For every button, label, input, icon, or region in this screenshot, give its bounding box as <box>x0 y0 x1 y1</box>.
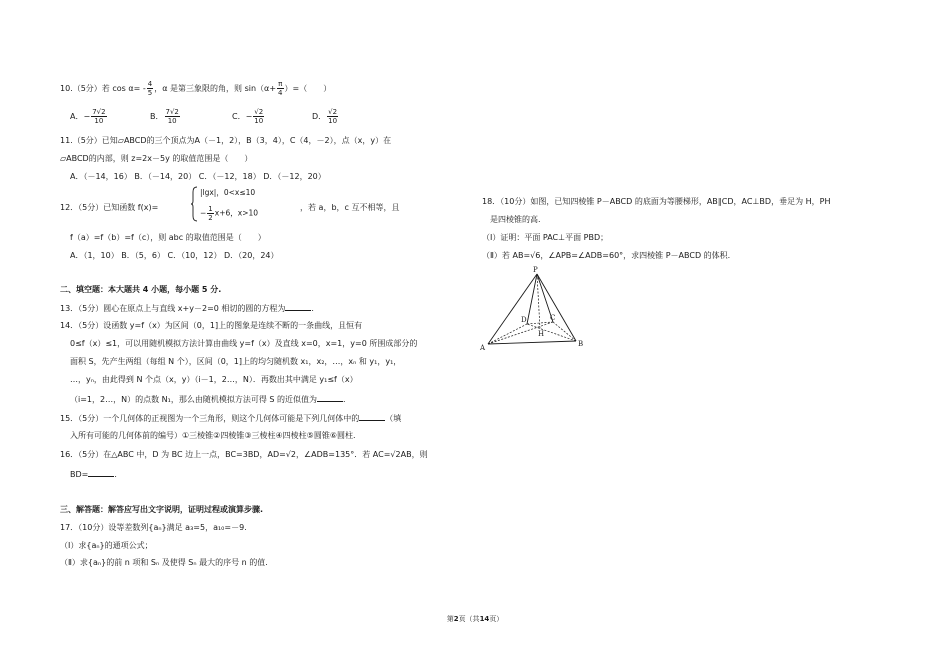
q11-line2: ▱ABCD的内部，则 z=2x－5y 的取值范围是（ ） <box>60 154 253 163</box>
q10-stem <box>60 80 331 97</box>
pyramid-label-d: D <box>521 316 527 324</box>
page-footer: 第2页（共14页） <box>446 615 504 623</box>
q14-line2: 0≤f（x）≤1，可以用随机模拟方法计算由曲线 y=f（x）及直线 x=0，x=1，y=0 所围成部分的 <box>70 339 418 348</box>
q12-case1: |lgx|，0<x≤10 <box>200 188 256 197</box>
q18-part2: （Ⅱ）若 AB=√6，∠APB=∠ADB=60°，求四棱锥 P－ABCD 的体积. <box>482 251 731 260</box>
q17-part1: （Ⅰ）求{aₙ}的通项公式； <box>60 541 153 550</box>
q17-line1: 17．（10分）设等差数列{aₙ}满足 a₃=5，a₁₀=－9. <box>60 523 247 532</box>
pyramid-label-b: B <box>578 340 584 348</box>
q10-option-d: D． $\frac{√2}{10}$ <box>312 108 338 125</box>
q14-line3: 面积 S，先产生两组（每组 N 个），区间（0，1]上的均匀随机数 x₁，x₂，…，xₙ 和 y₁，y₁， <box>70 357 402 366</box>
q16-line2: BD= . <box>70 470 117 479</box>
pyramid-label-a: A <box>480 344 486 352</box>
q15-blank <box>359 412 385 421</box>
q10-option-b: B． $\frac{7√2}{10}$ <box>150 108 179 125</box>
q13-text: 13．（5分）圆心在原点上与直线 x+y－2=0 相切的圆的方程为 . <box>60 304 314 313</box>
q16-blank <box>88 468 114 477</box>
q10-fraction-pi: $\frac{\pi}{4}$ <box>278 80 283 97</box>
pyramid-label-h: H <box>538 330 545 338</box>
q14-blank <box>317 393 343 402</box>
q14-line5: （i=1，2…，N）的点数 N₁，那么由随机模拟方法可得 S 的近似值为 . <box>70 395 346 404</box>
section2-title: 二、填空题：本大题共 4 小题，每小题 5 分. <box>60 285 222 294</box>
q12-case2: − $\frac{1}{2}$ x+6，x>10 <box>200 205 259 222</box>
q14-line4: …，yₙ，由此得到 N 个点（x，y）（i－1，2…，N）．再数出其中满足 y₁≤f（x） <box>70 375 358 384</box>
q18-line1: 18．（10分）如图，已知四棱锥 P－ABCD 的底面为等腰梯形，AB∥CD，AC⊥BD，垂足为 H，PH <box>482 197 831 206</box>
section3-title: 三、解答题：解答应写出文字说明，证明过程或演算步骤. <box>60 505 264 514</box>
q11-options: A．（－14，16） B．（－14，20） C．（－12，18） D．（－12，20） <box>70 172 326 181</box>
q10-stem-b: ，α 是第三象限的角，则 sin（α+ <box>154 84 277 93</box>
q12-stem-b: ，若 a，b，c 互不相等，且 <box>300 203 400 212</box>
q15-line2: 入所有可能的几何体前的编号）①三棱锥②四棱锥③三棱柱④四棱柱⑤圆锥⑥圆柱. <box>70 431 356 440</box>
q10-option-c: C．− $\frac{√2}{10}$ <box>232 108 264 125</box>
q18-part1: （Ⅰ）证明：平面 PAC⊥平面 PBD； <box>482 233 609 242</box>
q10-stem-a: 10.（5分）若 cos α= - <box>60 84 146 93</box>
q11-line1: 11.（5分）已知▱ABCD的三个顶点为A（－1，2），B（3，4），C（4，－2），点（x，y）在 <box>60 136 392 145</box>
q12-stem-a: 12．（5分）已知函数 f(x)= <box>60 203 159 212</box>
q10-stem-c: ）=（ ） <box>284 84 332 93</box>
q18-line2: 是四棱锥的高. <box>490 215 541 224</box>
q16-line1: 16．（5分）在△ABC 中，D 为 BC 边上一点，BC=3BD，AD=√2，∠ADB=135°．若 AC=√2AB，则 <box>60 450 428 459</box>
q15-line1: 15．（5分）一个几何体的正视图为一个三角形，则这个几何体可能是下列几何体中的 （填 <box>60 414 402 423</box>
q10-option-a: A．− $\frac{7√2}{10}$ <box>70 108 106 125</box>
q12-brace <box>190 186 198 222</box>
footer-total-pages: 14 <box>479 615 490 623</box>
pyramid-label-p: P <box>533 266 538 274</box>
footer-page-number: 2 <box>453 615 459 623</box>
pyramid-label-c: C <box>550 314 556 322</box>
q10-fraction-cos: $\frac{4}{5}$ <box>147 80 153 97</box>
pyramid-figure <box>478 264 594 354</box>
q12-options: A．（1，10） B．（5，6） C．（10，12） D．（20，24） <box>70 251 279 260</box>
q13-blank <box>285 302 311 311</box>
q12-line2: f（a）=f（b）=f（c），则 abc 的取值范围是（ ） <box>70 233 266 242</box>
q17-part2: （Ⅱ）求{aₙ}的前 n 项和 Sₙ 及使得 Sₙ 最大的序号 n 的值. <box>60 558 268 567</box>
q14-line1: 14．（5分）设函数 y=f（x）为区间（0，1]上的图象是连续不断的一条曲线，且恒有 <box>60 321 363 330</box>
